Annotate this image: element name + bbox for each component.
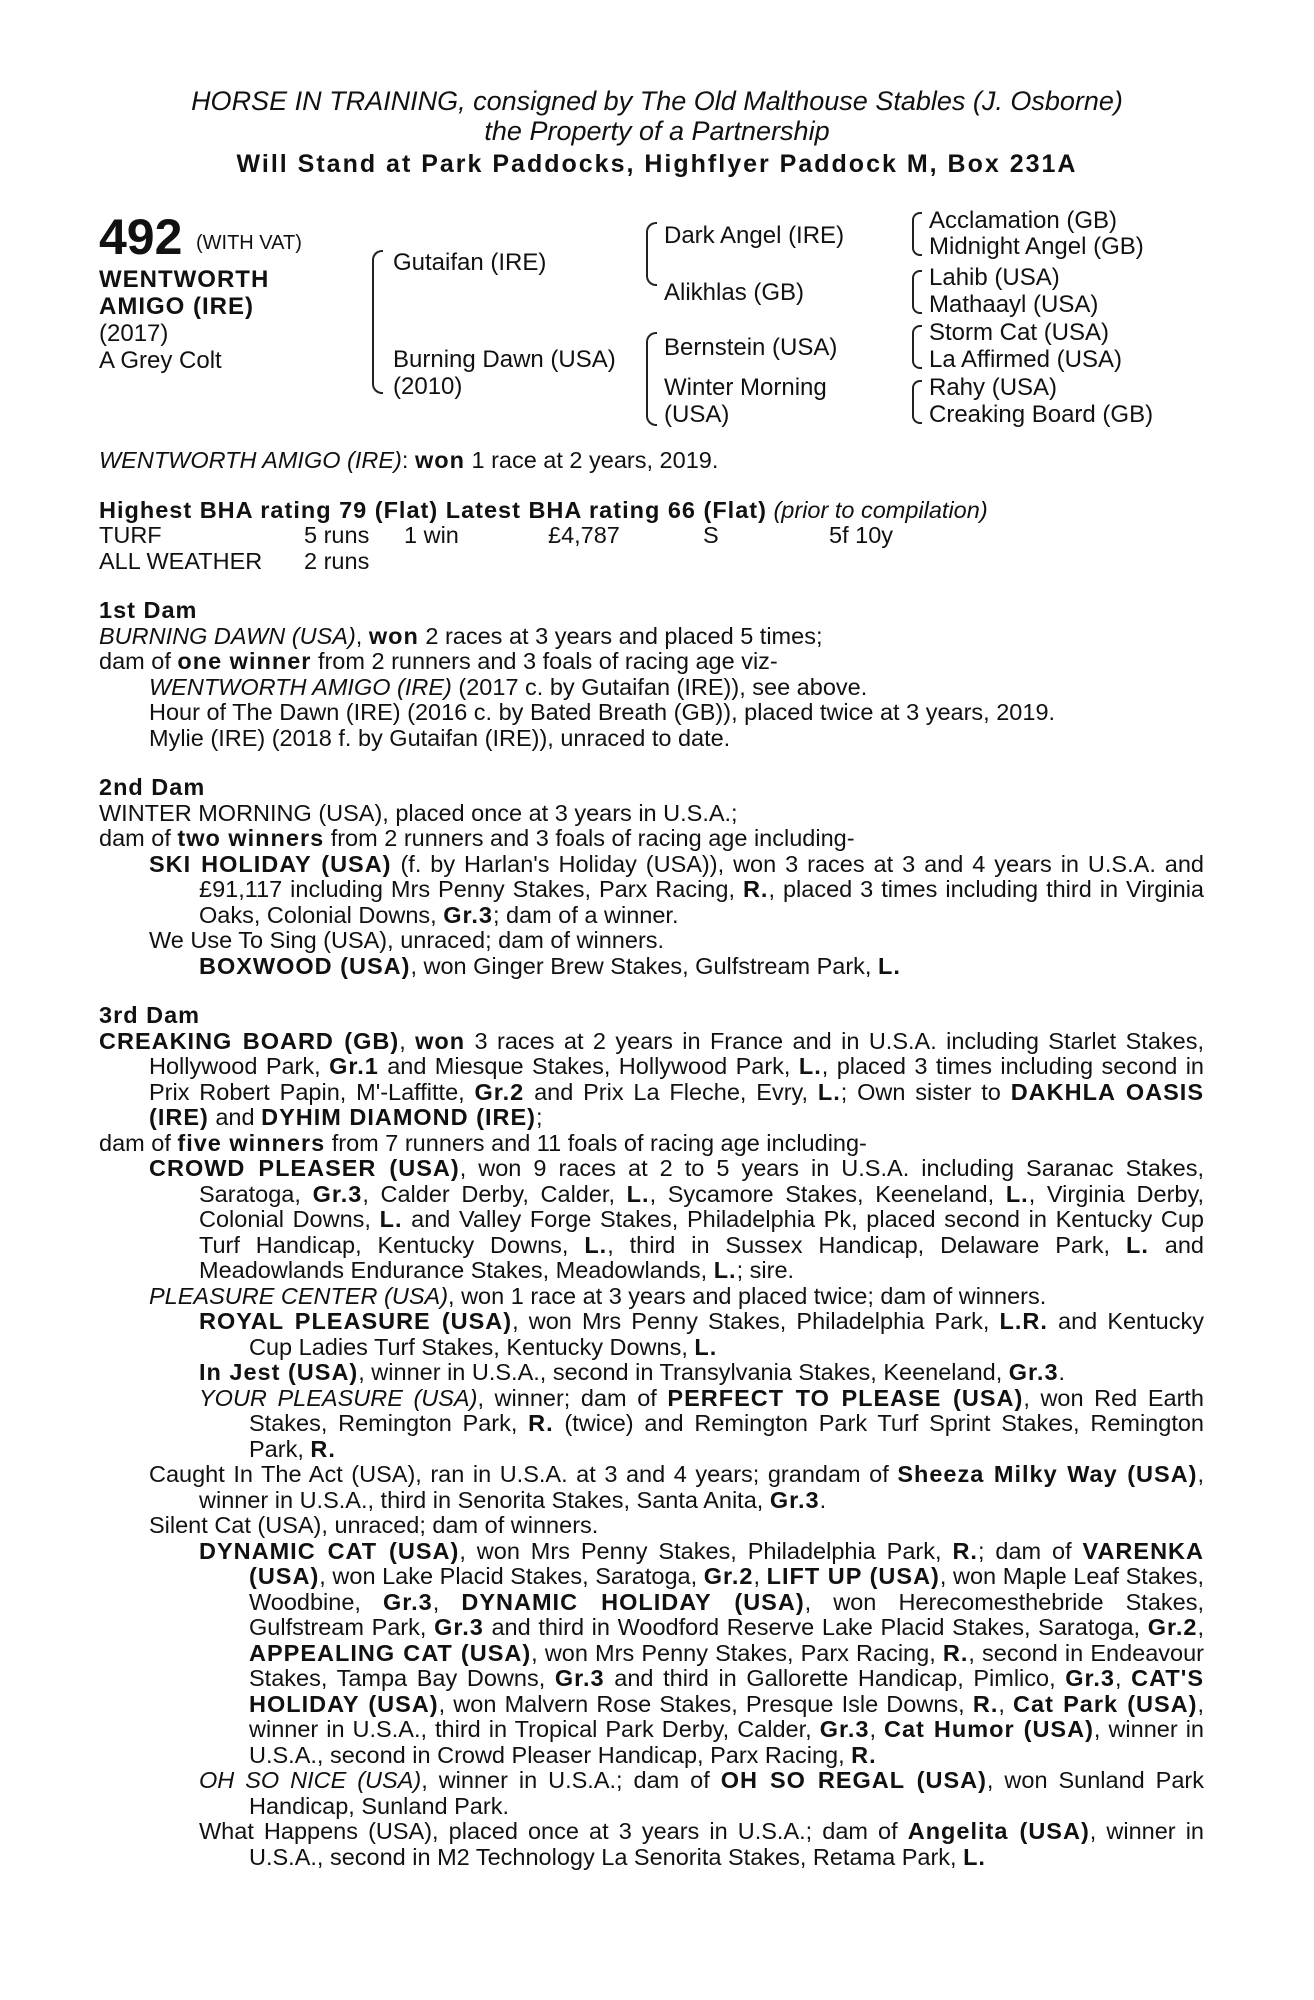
boxwood-name: BOXWOOD (USA) [199, 952, 411, 979]
dam-sire: Bernstein (USA) [664, 334, 838, 361]
cb-t5: ; Own sister to [840, 1078, 1011, 1105]
first-dam-comma: , [355, 622, 369, 649]
on-t1: , winner in U.S.A.; dam of [421, 1767, 721, 1793]
cb-t3: , placed 3 times including second in Prix Robert Papin, M'-Laffitte, [149, 1053, 1204, 1105]
dc-b6: DYNAMIC HOLIDAY (USA) [461, 1588, 805, 1615]
rp-b2: L. [694, 1333, 718, 1360]
turf-distance: 5f 10y [829, 522, 894, 548]
summary-won: won [414, 447, 465, 473]
dc-b1: R. [952, 1537, 978, 1564]
dynamic-cat-entry [99, 1539, 1204, 1769]
sire-dam: Alikhlas (GB) [664, 279, 805, 306]
royal-pleasure-entry [99, 1309, 1204, 1360]
crowd-b6: L. [1125, 1231, 1149, 1258]
ij-t2: . [1058, 1359, 1066, 1385]
dc-b3: Gr.2 [703, 1563, 754, 1589]
in-jest-entry [99, 1360, 1204, 1386]
bracket-g4 [912, 380, 922, 424]
sing-entry: We Use To Sing (USA), unraced; dam of winners. [149, 927, 665, 953]
crowd-t2: , Calder Derby, Calder, [362, 1180, 627, 1207]
offspring-3: Mylie (IRE) (2018 f. by Gutaifan (IRE)), unraced to date. [149, 724, 731, 751]
offspring-1-name: WENTWORTH AMIGO (IRE) [149, 673, 452, 700]
bracket-dam [646, 332, 657, 426]
yp-name: YOUR PLEASURE (USA) [199, 1384, 478, 1411]
dc-t7: , won Herecomesthebride Stakes, Gulfstream Park, [249, 1588, 1204, 1640]
turf-going: S [703, 522, 719, 548]
aw-runs: 2 runs [304, 547, 370, 574]
ca-t1: Caught In The Act (USA), ran in U.S.A. at 3 and 4 years; grandam of [149, 1461, 898, 1487]
grandsire-2: Lahib (USA) [929, 264, 1060, 291]
ratings-bold: Highest BHA rating 79 (Flat) Latest BHA rating 66 (Flat) [99, 496, 767, 523]
ski-text-2: , placed 3 times including third in Virginia Oaks, Colonial Downs, [199, 876, 1204, 928]
grandsire-4: Rahy (USA) [929, 374, 1058, 401]
ij-name: In Jest (USA) [199, 1359, 359, 1385]
turf-runs: 5 runs [304, 522, 370, 548]
horse-description: A Grey Colt [99, 347, 222, 374]
td-pre: dam of [99, 1129, 178, 1156]
bracket-g2 [912, 270, 922, 314]
ratings-line [99, 498, 1204, 524]
header-line-2: the Property of a Partnership [484, 116, 830, 146]
dc-b17: Cat Humor (USA) [884, 1716, 1094, 1742]
ski-grade-2: Gr.3 [443, 901, 493, 928]
vat-note: (WITH VAT) [196, 232, 302, 254]
dc-b5: Gr.3 [383, 1588, 433, 1615]
bracket-g1 [912, 212, 922, 256]
section-2nd-dam: 2nd Dam [99, 774, 206, 800]
sd-post: from 2 runners and 3 foals of racing age including- [324, 825, 855, 851]
cb-t4: and Prix La Fleche, Evry, [524, 1078, 818, 1105]
bracket-g3 [912, 325, 922, 369]
fd-post: from 2 runners and 3 foals of racing age viz- [311, 648, 778, 674]
bracket-sire [646, 222, 657, 286]
ski-text-1: (f. by Harlan's Holiday (USA)), won 3 races at 3 and 4 years in U.S.A. and £91,117 including Mrs Penny Stakes, Parx Racing, [199, 850, 1205, 902]
dam-year: (2010) [393, 373, 463, 400]
rp-name: ROYAL PLEASURE (USA) [199, 1308, 513, 1334]
sd-winners: two winners [177, 825, 325, 851]
crowd-t8: ; sire. [736, 1257, 795, 1283]
dc-t15: , [998, 1690, 1014, 1717]
first-dam-produce [99, 649, 1204, 675]
dc-b16: Gr.3 [819, 1716, 870, 1742]
pleasure-center-entry [99, 1284, 1204, 1310]
dc-t16: , winner in U.S.A., third in Tropical Park Derby, Calder, [249, 1690, 1204, 1742]
lot-number: 492 [99, 209, 183, 265]
summary-horse-name: WENTWORTH AMIGO (IRE) [99, 447, 402, 473]
rp-t1: , won Mrs Penny Stakes, Philadelphia Park, [512, 1308, 1000, 1334]
td-post: from 7 runners and 11 foals of racing age including- [325, 1129, 867, 1156]
offspring-2: Hour of The Dawn (IRE) (2016 c. by Bated Breath (GB)), placed twice at 3 years, 2019. [149, 699, 1056, 725]
sd-pre: dam of [99, 825, 178, 851]
yp-b1: PERFECT TO PLEASE (USA) [667, 1384, 1024, 1411]
boxwood-entry [99, 954, 1204, 980]
dc-t12: and third in Gallorette Handicap, Pimlico, [604, 1665, 1066, 1691]
dc-b10: R. [942, 1639, 969, 1666]
dc-t10: , won Mrs Penny Stakes, Parx Racing, [531, 1639, 943, 1666]
cb-won: won [415, 1027, 466, 1054]
cb-t1: 3 races at 2 years in France and in U.S.A. including Starlet Stakes, Hollywood Park, [149, 1027, 1204, 1079]
aw-label: ALL WEATHER [99, 547, 263, 574]
on-t2: , won Sunland Park Handicap, Sunland Park. [249, 1767, 1204, 1819]
crowd-b5: L. [584, 1231, 608, 1258]
foaling-year: (2017) [99, 320, 169, 347]
wh-b2: L. [963, 1843, 986, 1870]
sire: Gutaifan (IRE) [393, 249, 547, 276]
crowd-t7: and Meadowlands Endurance Stakes, Meadowlands, [199, 1231, 1204, 1283]
dc-b12: Gr.3 [1065, 1665, 1115, 1691]
dc-name: DYNAMIC CAT (USA) [199, 1537, 460, 1564]
creaking-board-entry [99, 1029, 1204, 1131]
section-3rd-dam: 3rd Dam [99, 1002, 201, 1028]
cb-comma: , [399, 1027, 416, 1054]
crowd-pleaser-entry [99, 1156, 1204, 1284]
dc-b2: VARENKA (USA) [249, 1537, 1204, 1589]
dc-t14: , won Malvern Rose Stakes, Presque Isle Downs, [438, 1690, 973, 1717]
cb-t7: ; [535, 1104, 543, 1130]
third-dam-produce [99, 1131, 1204, 1157]
td-winners: five winners [177, 1129, 326, 1156]
cb-t2: and Miesque Stakes, Hollywood Park, [378, 1053, 799, 1079]
cb-b3: Gr.2 [474, 1078, 525, 1105]
catalogue-body [99, 448, 1204, 1870]
dam-dam-line-2: (USA) [664, 401, 730, 428]
cb-name: CREAKING BOARD (GB) [99, 1027, 400, 1054]
sire-sire: Dark Angel (IRE) [664, 222, 845, 249]
dc-b8: Gr.2 [1147, 1614, 1198, 1640]
cb-b1: Gr.1 [329, 1053, 379, 1079]
dc-b18: R. [851, 1741, 877, 1768]
turf-prize: £4,787 [548, 522, 620, 548]
on-b1: OH SO REGAL (USA) [720, 1767, 987, 1793]
header-location: Will Stand at Park Paddocks, Highflyer Paddock M, Box 231A [236, 150, 1078, 178]
race-summary: WENTWORTH AMIGO (IRE): won 1 race at 2 years, 2019. [99, 447, 719, 473]
dc-b11: Gr.3 [554, 1665, 605, 1691]
cb-b2: L. [798, 1053, 822, 1079]
grandsire-1: Acclamation (GB) [929, 207, 1118, 234]
fd-pre: dam of [99, 648, 178, 674]
ca-b1: Sheeza Milky Way (USA) [897, 1461, 1198, 1487]
header-line-1: HORSE IN TRAINING, consigned by The Old Malthouse Stables (J. Osborne) [191, 86, 1123, 116]
yp-t3: (twice) and Remington Park Turf Sprint Stakes, Remington Park, [249, 1410, 1204, 1462]
ratings-note: (prior to compilation) [766, 496, 988, 523]
rp-b1: L.R. [999, 1308, 1048, 1334]
dc-b9: APPEALING CAT (USA) [249, 1639, 532, 1666]
first-dam-won: won [368, 622, 419, 649]
ski-text-3: ; dam of a winner. [492, 901, 679, 928]
dc-b15: Cat Park (USA) [1013, 1690, 1198, 1717]
dc-t18: , winner in U.S.A., second in Crowd Pleaser Handicap, Parx Racing, [249, 1716, 1204, 1768]
oh-so-nice-entry [99, 1768, 1204, 1819]
ca-t2: , winner in U.S.A., third in Senorita Stakes, Santa Anita, [199, 1461, 1204, 1513]
first-dam-line-1 [99, 624, 1204, 650]
dc-b13: CAT'S HOLIDAY (USA) [249, 1665, 1204, 1717]
your-pleasure-entry [99, 1386, 1204, 1463]
cb-b4: L. [817, 1078, 841, 1105]
pc-name: PLEASURE CENTER (USA) [149, 1282, 449, 1309]
dc-t11: , second in Endeavour Stakes, Tampa Bay Downs, [249, 1639, 1205, 1691]
rp-t2: and Kentucky Cup Ladies Turf Stakes, Kentucky Downs, [249, 1308, 1204, 1360]
granddam-3: La Affirmed (USA) [929, 346, 1122, 373]
turf-label: TURF [99, 522, 162, 548]
cb-b5: DAKHLA OASIS (IRE) [149, 1078, 1204, 1130]
bracket-gen1 [372, 250, 383, 394]
first-dam-text: 2 races at 3 years and placed 5 times; [418, 622, 823, 649]
dc-t4: , [753, 1563, 767, 1589]
aw-record [99, 549, 1204, 575]
dc-t2: ; dam of [977, 1537, 1083, 1564]
crowd-name: CROWD PLEASER (USA) [149, 1155, 460, 1181]
second-dam-produce [99, 826, 1204, 852]
wh-b1: Angelita (USA) [907, 1818, 1090, 1844]
dc-t3: , won Lake Placid Stakes, Saratoga, [319, 1563, 704, 1589]
pc-text: , won 1 race at 3 years and placed twice; dam of winners. [448, 1282, 1047, 1309]
horse-name-line-2: AMIGO (IRE) [99, 293, 254, 320]
crowd-t6: , third in Sussex Handicap, Delaware Park, [607, 1231, 1126, 1258]
crowd-t1: , won 9 races at 2 to 5 years in U.S.A. including Saranac Stakes, Saratoga, [199, 1155, 1204, 1207]
yp-t2: , won Red Earth Stakes, Remington Park, [249, 1384, 1205, 1436]
on-name: OH SO NICE (USA) [199, 1767, 422, 1793]
dc-t9: , [1197, 1614, 1204, 1640]
yp-b2: R. [528, 1410, 554, 1436]
first-dam-name: BURNING DAWN (USA) [99, 622, 356, 649]
wh-t2: , winner in U.S.A., second in M2 Technology La Senorita Stakes, Retama Park, [249, 1818, 1204, 1870]
granddam-4: Creaking Board (GB) [929, 401, 1154, 428]
dc-t6: , [432, 1588, 462, 1615]
dc-t17: , [869, 1716, 884, 1742]
dam: Burning Dawn (USA) [393, 346, 616, 373]
crowd-t3: , Sycamore Stakes, Keeneland, [649, 1180, 1006, 1207]
ski-holiday-entry [99, 852, 1204, 929]
yp-t1: , winner; dam of [477, 1384, 668, 1411]
yp-b3: R. [310, 1435, 336, 1462]
turf-record [99, 523, 1204, 549]
offspring-1 [99, 675, 1204, 701]
crowd-b7: L. [713, 1257, 737, 1283]
dc-b4: LIFT UP (USA) [766, 1563, 940, 1589]
granddam-2: Mathaayl (USA) [929, 291, 1099, 318]
ij-t1: , winner in U.S.A., second in Transylvania Stakes, Keeneland, [358, 1359, 1009, 1385]
cb-t6: and [208, 1104, 262, 1130]
ca-t3: . [819, 1486, 827, 1513]
dc-t1: , won Mrs Penny Stakes, Philadelphia Park, [459, 1537, 953, 1564]
dc-b7: Gr.3 [434, 1614, 484, 1640]
summary-text: 1 race at 2 years, 2019. [464, 447, 719, 473]
ca-b2: Gr.3 [769, 1486, 820, 1513]
crowd-b1: Gr.3 [312, 1180, 363, 1207]
offspring-1-text: (2017 c. by Gutaifan (IRE)), see above. [451, 673, 868, 700]
crowd-b3: L. [1005, 1180, 1029, 1207]
caught-in-the-act-entry [99, 1462, 1204, 1513]
turf-wins: 1 win [404, 522, 459, 548]
ski-grade-1: R. [742, 876, 769, 902]
cb-b6: DYHIM DIAMOND (IRE) [261, 1104, 536, 1130]
what-happens-entry [99, 1819, 1204, 1870]
ij-b1: Gr.3 [1008, 1359, 1059, 1385]
fd-winners: one winner [177, 648, 312, 674]
crowd-t4: , Virginia Derby, Colonial Downs, [199, 1180, 1204, 1232]
dc-t13: , [1115, 1665, 1132, 1691]
second-dam-line-1: WINTER MORNING (USA), placed once at 3 years in U.S.A.; [99, 799, 738, 826]
horse-name-line-1: WENTWORTH [99, 266, 270, 293]
dc-t8: and third in Woodford Reserve Lake Placid Stakes, Saratoga, [483, 1614, 1148, 1640]
crowd-b2: L. [626, 1180, 650, 1207]
boxwood-grade: L. [878, 952, 901, 979]
crowd-t5: and Valley Forge Stakes, Philadelphia Pk, placed second in Kentucky Cup Turf Handicap, Kentucky Downs, [199, 1206, 1204, 1258]
silent-cat-entry: Silent Cat (USA), unraced; dam of winners. [149, 1512, 599, 1538]
dam-dam-line-1: Winter Morning [664, 374, 827, 401]
dc-b14: R. [972, 1690, 999, 1717]
granddam-1: Midnight Angel (GB) [929, 233, 1144, 260]
crowd-b4: L. [379, 1206, 403, 1232]
section-1st-dam: 1st Dam [99, 597, 198, 623]
dc-t5: , won Maple Leaf Stakes, Woodbine, [249, 1563, 1205, 1615]
ski-holiday-name: SKI HOLIDAY (USA) [149, 850, 392, 877]
boxwood-text: , won Ginger Brew Stakes, Gulfstream Park, [410, 952, 878, 979]
wh-t1: What Happens (USA), placed once at 3 years in U.S.A.; dam of [199, 1818, 908, 1844]
grandsire-3: Storm Cat (USA) [929, 319, 1110, 346]
